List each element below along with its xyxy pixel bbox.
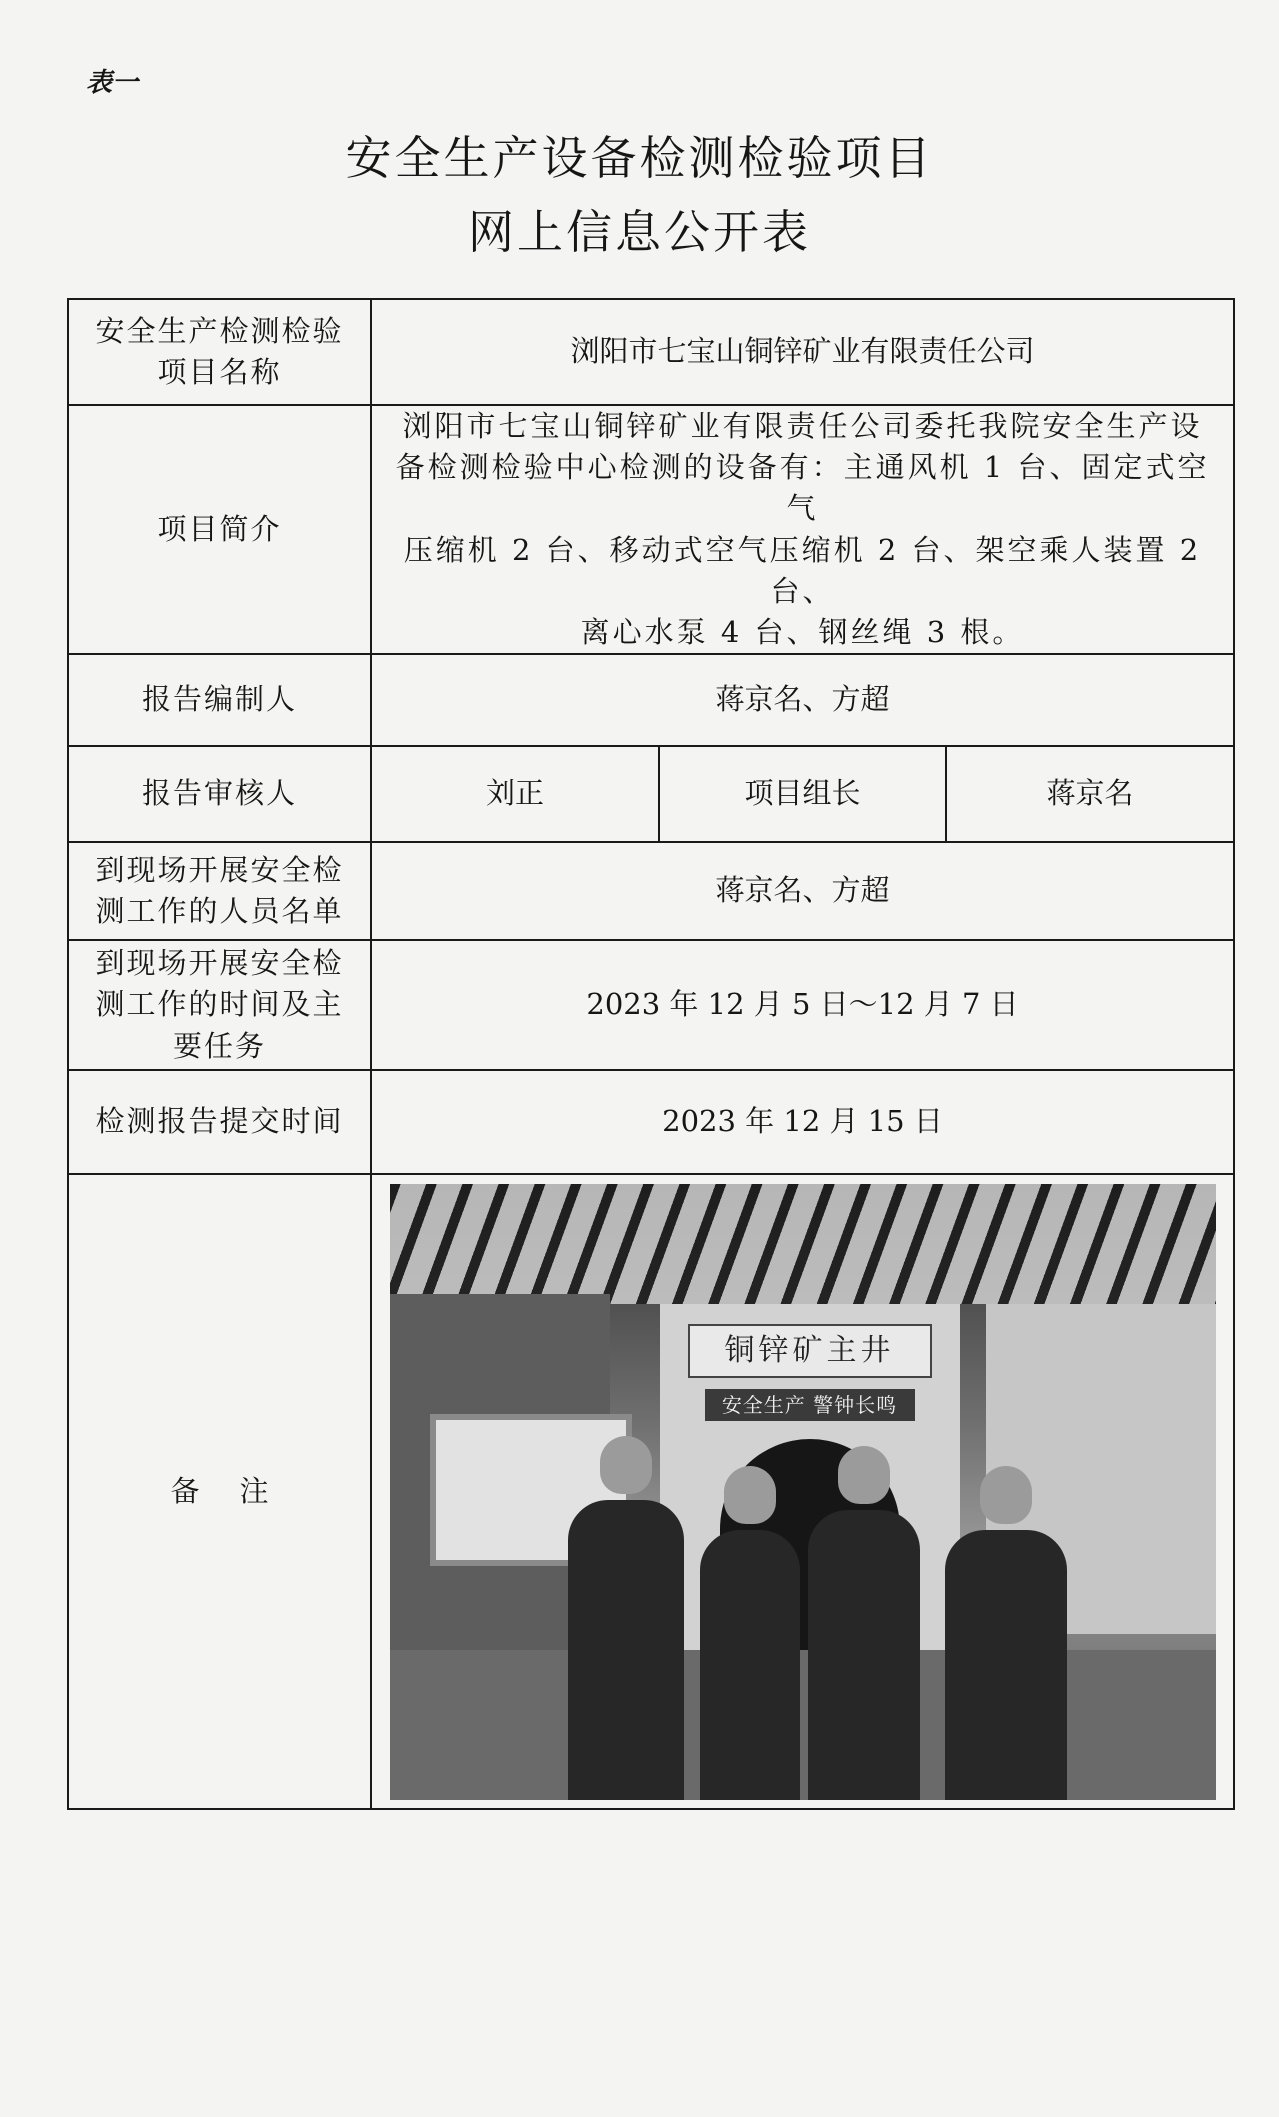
remarks-photo-cell [371,1174,1234,1809]
row-summary [68,405,1234,654]
table-number-label: 表一 [86,68,139,98]
compiler-label: 报告编制人 [68,654,371,746]
mine-entrance-photo [390,1184,1216,1800]
summary-text: 浏阳市七宝山铜锌矿业有限责任公司委托我院安全生产设 备检测检验中心检测的设备有：主通风机 1 台、固定式空气 压缩机 2 台、移动式空气压缩机 2 台、架空乘人装置 2 台、 离心水泵 4 台、钢丝绳 3 根。 [371,405,1234,654]
project-leader-label: 项目组长 [659,746,946,842]
row-compiler [68,654,1234,746]
summary-label: 项目简介 [68,405,371,654]
remarks-label: 备注 [68,1174,371,1809]
page-subtitle: 网上信息公开表 [468,205,811,259]
reviewer-value: 刘正 [371,746,659,842]
row-project-name [68,299,1234,405]
mine-shaft-sign: 铜锌矿主井 [688,1324,932,1378]
project-name-label: 安全生产检测检验 项目名称 [68,299,371,405]
row-onsite-staff [68,842,1234,940]
project-name-value: 浏阳市七宝山铜锌矿业有限责任公司 [371,299,1234,405]
row-onsite-time [68,940,1234,1070]
project-leader-value: 蒋京名 [946,746,1234,842]
worker-figure [568,1500,684,1800]
compiler-value: 蒋京名、方超 [371,654,1234,746]
worker-figure [945,1530,1067,1800]
row-remarks [68,1174,1234,1809]
safety-banner: 安全生产 警钟长鸣 [705,1389,915,1421]
worker-figure [700,1530,800,1800]
shed-roof [390,1184,1216,1304]
onsite-time-label: 到现场开展安全检 测工作的时间及主 要任务 [68,940,371,1070]
onsite-staff-label: 到现场开展安全检 测工作的人员名单 [68,842,371,940]
reviewer-label: 报告审核人 [68,746,371,842]
info-table [67,298,1235,1810]
onsite-staff-value: 蒋京名、方超 [371,842,1234,940]
row-submit-time [68,1070,1234,1174]
submit-time-label: 检测报告提交时间 [68,1070,371,1174]
worker-figure [808,1510,920,1800]
onsite-time-value: 2023 年 12 月 5 日～12 月 7 日 [371,940,1234,1070]
ground [390,1650,1216,1800]
row-reviewer [68,746,1234,842]
page-title: 安全生产设备检测检验项目 [345,131,934,185]
submit-time-value: 2023 年 12 月 15 日 [371,1070,1234,1174]
